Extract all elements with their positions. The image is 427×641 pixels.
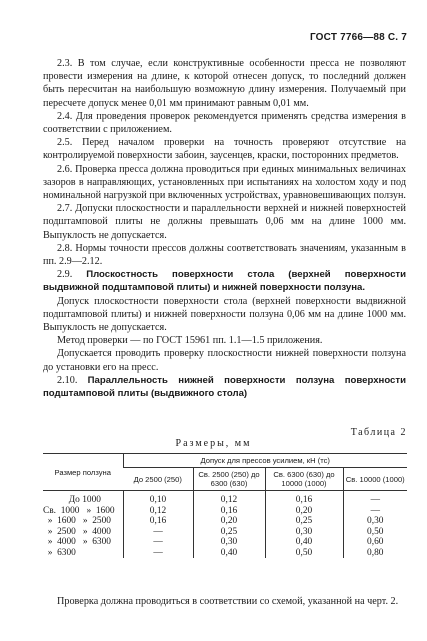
cell: 0,12 (193, 491, 265, 506)
group-header: Допуск для прессов усилием, кН (тс) (123, 454, 407, 468)
cell: 0,50 (265, 548, 343, 559)
column-header: До 2500 (250) (123, 468, 193, 491)
table-units: Размеры, мм (175, 438, 252, 449)
paragraph-closing: Проверка должна проводиться в соответствии со схемой, указанной на черт. 2. (57, 596, 399, 607)
cell: 0,30 (343, 516, 407, 527)
table-row (43, 527, 407, 538)
column-header-stroke: Размер ползуна (43, 454, 123, 491)
section-number: 2.10. (57, 374, 78, 386)
paragraph-2-9-heading (43, 268, 406, 294)
cell: 0,30 (193, 537, 265, 548)
cell: 0,50 (343, 527, 407, 538)
cell: 0,12 (123, 506, 193, 517)
table-row (43, 491, 407, 506)
row-size: До 1000 (43, 495, 101, 505)
page-header: ГОСТ 7766—88 С. 7 (309, 32, 407, 43)
paragraph-2-9-note: Допускается проводить проверку плоскостности нижней поверхности ползуна до установки его на пресс. (43, 348, 406, 373)
cell: — (123, 527, 193, 538)
section-title: Параллельность нижней поверхности ползуна поверхности подштамповой плиты (выдвижного стола) (43, 374, 406, 400)
row-size: » 2500 » 4000 (43, 526, 111, 537)
column-header: Св. 10000 (1000) (343, 468, 407, 491)
table-row (43, 548, 407, 559)
document-body (43, 57, 406, 400)
table-row (43, 537, 407, 548)
row-size: » 4000 » 6300 (43, 537, 111, 547)
paragraph-2-9-method: Метод проверки — по ГОСТ 15961 пп. 1.1—1.5 приложения. (57, 335, 323, 347)
row-size: » 1600 » 2500 (43, 516, 111, 526)
paragraph-2-8: 2.8. Нормы точности прессов должны соответствовать значениям, указанным в пп. 2.9—2.12. (43, 242, 406, 268)
cell: — (343, 506, 407, 517)
table-row (43, 516, 407, 527)
cell: 0,60 (343, 537, 407, 548)
cell: 0,25 (265, 516, 343, 527)
row-size: Св. 1000 » 1600 (43, 505, 115, 516)
row-size: » 6300 (43, 547, 76, 558)
cell: 0,40 (193, 548, 265, 559)
cell: — (123, 548, 193, 559)
cell: — (123, 537, 193, 548)
paragraph-2-3: 2.3. В том случае, если конструктивные особенности пресса не позволяют провести измерения на длине, к которой отнесен допуск, то последний должен быть пересчитан на наибольшую возможную длину измерения. Получаемый при пересчете допуск менее 0,01 мм принимают равным 0,01 мм. (43, 58, 406, 109)
closing-text (43, 595, 406, 608)
paragraph-2-9-tolerance: Допуск плоскостности поверхности стола (верхней поверхности выдвижной подштамповой плиты) и нижней поверхности ползуна 0,06 мм на длине 1000 мм. Выпуклость не допускается. (43, 295, 406, 334)
paragraph-2-7: 2.7. Допуски плоскостности и параллельности верхней и нижней поверхностей подштамповой плиты не должны превышать 0,06 мм на длине 1000 мм. Выпуклость не допускается. (43, 203, 406, 241)
section-title: Плоскостность поверхности стола (верхней поверхности выдвижной подштамповой плиты) и нижней поверхности ползуна. (43, 269, 407, 294)
cell: 0,25 (193, 527, 265, 538)
cell: 0,10 (123, 491, 193, 506)
paragraph-2-4: 2.4. Для проведения проверок рекомендуется применять средства измерения в соответствии с приложением. (43, 110, 406, 136)
paragraph-2-6: 2.6. Проверка пресса должна проводиться при единых минимальных величинах зазоров в направляющих, установленных при испытаниях на холостом ходу и под номинальной нагрузкой при включенных устройствах, уравновешивающих ползун. (43, 163, 406, 202)
section-number: 2.9. (57, 269, 73, 281)
cell: 0,20 (193, 516, 265, 527)
cell: 0,16 (193, 506, 265, 517)
cell: 0,80 (343, 548, 407, 559)
cell: 0,16 (123, 516, 193, 527)
column-header: Св. 6300 (630) до 10000 (1000) (265, 468, 343, 491)
cell: 0,40 (265, 537, 343, 548)
table-row (43, 506, 407, 517)
paragraph-2-5: 2.5. Перед началом проверки на точность проверяют отсутствие на контролируемой поверхности забоин, заусенцев, краски, посторонних предметов. (43, 137, 406, 162)
table-caption: Таблица 2 (350, 427, 407, 438)
column-header: Св. 2500 (250) до 6300 (630) (193, 468, 265, 491)
cell: 0,20 (265, 506, 343, 517)
paragraph-2-10-heading (43, 374, 406, 400)
tolerance-table (43, 453, 407, 558)
cell: 0,16 (265, 491, 343, 506)
cell: 0,30 (265, 527, 343, 538)
cell: — (343, 491, 407, 506)
